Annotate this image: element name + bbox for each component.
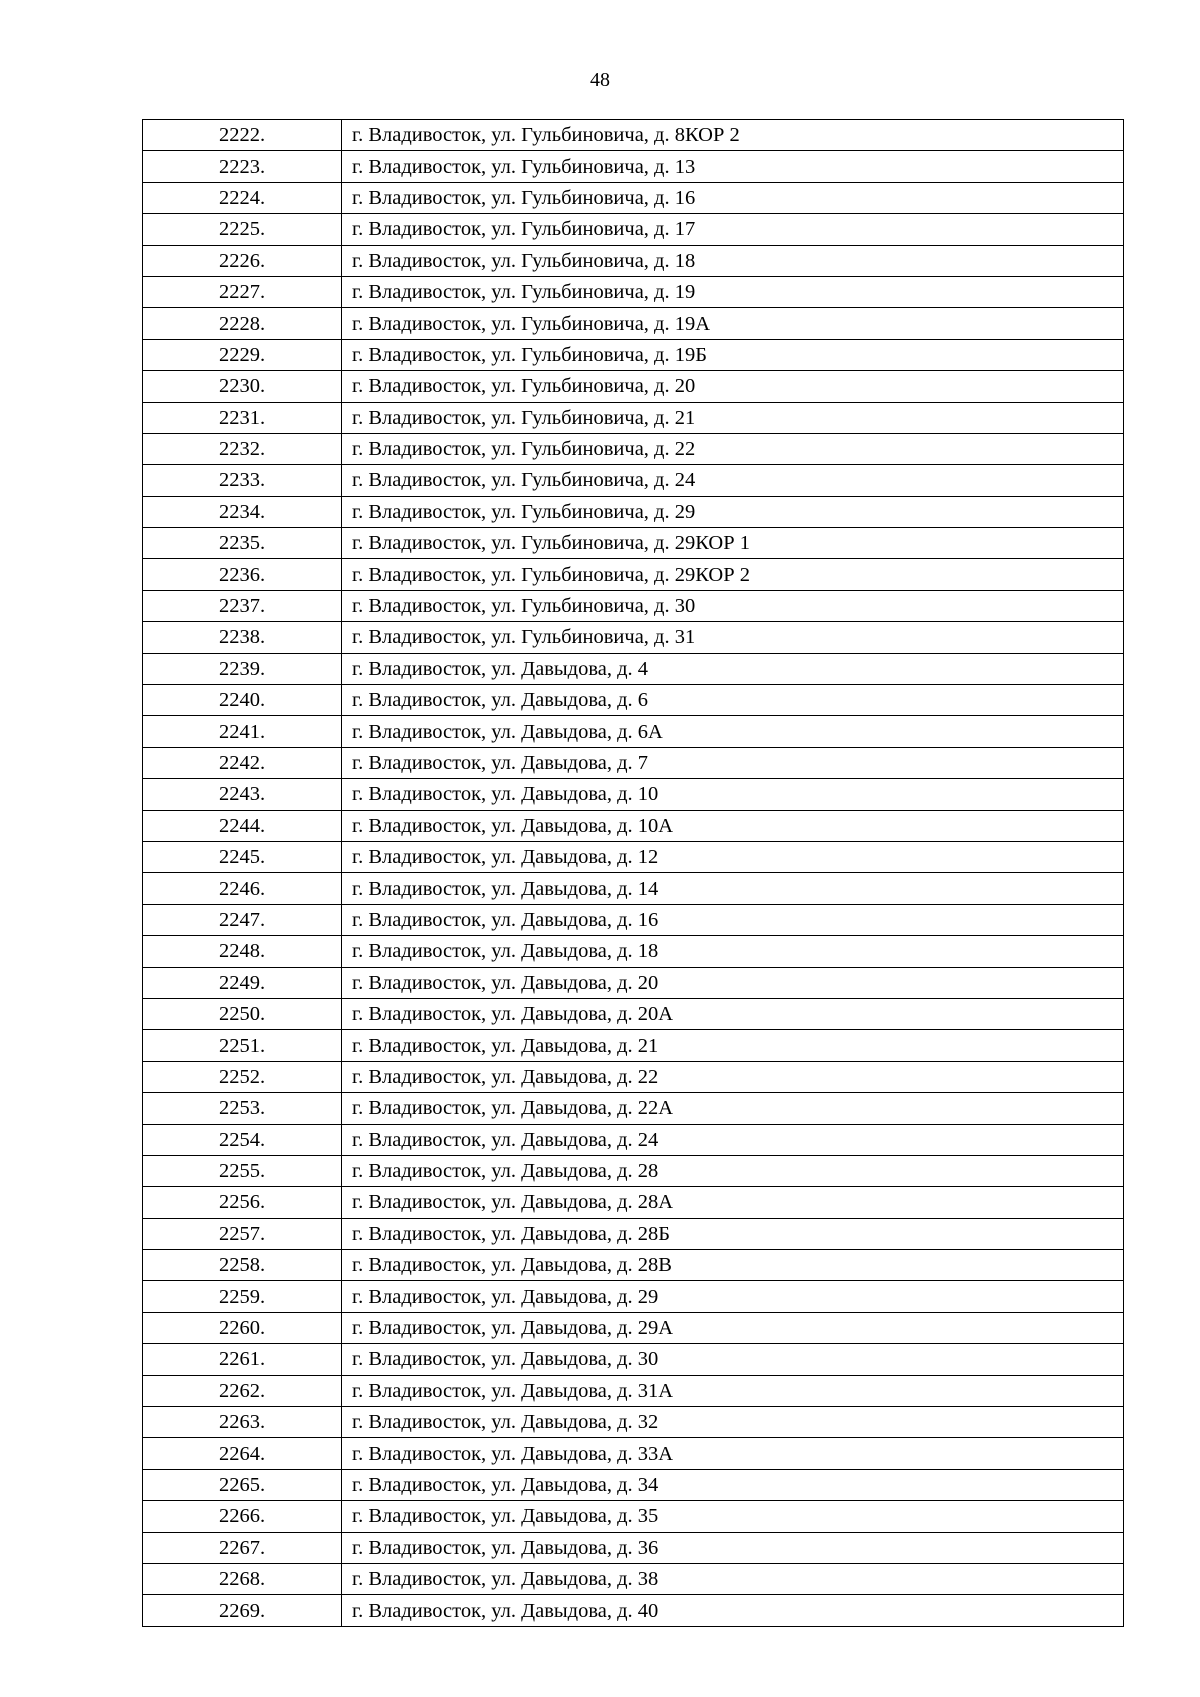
- row-number-cell: 2243.: [143, 779, 342, 810]
- address-cell: г. Владивосток, ул. Гульбиновича, д. 18: [342, 245, 1124, 276]
- row-number-cell: 2241.: [143, 716, 342, 747]
- address-cell: г. Владивосток, ул. Давыдова, д. 24: [342, 1124, 1124, 1155]
- table-row: [143, 371, 1124, 402]
- table-row: [143, 433, 1124, 464]
- table-row: [143, 904, 1124, 935]
- row-number-cell: 2223.: [143, 151, 342, 182]
- table-row: [143, 1124, 1124, 1155]
- address-cell: г. Владивосток, ул. Давыдова, д. 28: [342, 1155, 1124, 1186]
- address-cell: г. Владивосток, ул. Давыдова, д. 10А: [342, 810, 1124, 841]
- row-number-cell: 2261.: [143, 1344, 342, 1375]
- address-cell: г. Владивосток, ул. Давыдова, д. 32: [342, 1407, 1124, 1438]
- table-row: [143, 1532, 1124, 1563]
- address-cell: г. Владивосток, ул. Гульбиновича, д. 29: [342, 496, 1124, 527]
- table-row: [143, 1595, 1124, 1626]
- row-number-cell: 2235.: [143, 528, 342, 559]
- table-row: [143, 276, 1124, 307]
- row-number-cell: 2262.: [143, 1375, 342, 1406]
- address-cell: г. Владивосток, ул. Гульбиновича, д. 8КОР 2: [342, 120, 1124, 151]
- address-cell: г. Владивосток, ул. Гульбиновича, д. 22: [342, 433, 1124, 464]
- address-cell: г. Владивосток, ул. Давыдова, д. 21: [342, 1030, 1124, 1061]
- table-row: [143, 1187, 1124, 1218]
- row-number-cell: 2246.: [143, 873, 342, 904]
- address-cell: г. Владивосток, ул. Гульбиновича, д. 24: [342, 465, 1124, 496]
- table-row: [143, 998, 1124, 1029]
- table-row: [143, 1501, 1124, 1532]
- table-row: [143, 1155, 1124, 1186]
- table-row: [143, 716, 1124, 747]
- address-cell: г. Владивосток, ул. Гульбиновича, д. 19Б: [342, 339, 1124, 370]
- table-row: [143, 590, 1124, 621]
- address-cell: г. Владивосток, ул. Давыдова, д. 14: [342, 873, 1124, 904]
- address-cell: г. Владивосток, ул. Давыдова, д. 28А: [342, 1187, 1124, 1218]
- row-number-cell: 2225.: [143, 214, 342, 245]
- row-number-cell: 2222.: [143, 120, 342, 151]
- row-number-cell: 2240.: [143, 685, 342, 716]
- address-cell: г. Владивосток, ул. Давыдова, д. 22: [342, 1061, 1124, 1092]
- row-number-cell: 2260.: [143, 1312, 342, 1343]
- address-cell: г. Владивосток, ул. Давыдова, д. 28В: [342, 1250, 1124, 1281]
- table-row: [143, 1281, 1124, 1312]
- table-row: [143, 1344, 1124, 1375]
- row-number-cell: 2258.: [143, 1250, 342, 1281]
- table-row: [143, 1312, 1124, 1343]
- table-row: [143, 779, 1124, 810]
- row-number-cell: 2266.: [143, 1501, 342, 1532]
- address-cell: г. Владивосток, ул. Гульбиновича, д. 13: [342, 151, 1124, 182]
- row-number-cell: 2256.: [143, 1187, 342, 1218]
- table-row: [143, 402, 1124, 433]
- table-row: [143, 1250, 1124, 1281]
- address-cell: г. Владивосток, ул. Гульбиновича, д. 16: [342, 182, 1124, 213]
- address-table: [142, 119, 1124, 1627]
- address-cell: г. Владивосток, ул. Давыдова, д. 28Б: [342, 1218, 1124, 1249]
- address-cell: г. Владивосток, ул. Гульбиновича, д. 21: [342, 402, 1124, 433]
- table-row: [143, 465, 1124, 496]
- table-row: [143, 936, 1124, 967]
- address-cell: г. Владивосток, ул. Давыдова, д. 16: [342, 904, 1124, 935]
- address-cell: г. Владивосток, ул. Гульбиновича, д. 29КОР 2: [342, 559, 1124, 590]
- table-row: [143, 1061, 1124, 1092]
- address-cell: г. Владивосток, ул. Давыдова, д. 29: [342, 1281, 1124, 1312]
- address-cell: г. Владивосток, ул. Гульбиновича, д. 19А: [342, 308, 1124, 339]
- address-cell: г. Владивосток, ул. Давыдова, д. 4: [342, 653, 1124, 684]
- row-number-cell: 2229.: [143, 339, 342, 370]
- row-number-cell: 2238.: [143, 622, 342, 653]
- address-cell: г. Владивосток, ул. Давыдова, д. 29А: [342, 1312, 1124, 1343]
- row-number-cell: 2237.: [143, 590, 342, 621]
- row-number-cell: 2226.: [143, 245, 342, 276]
- row-number-cell: 2248.: [143, 936, 342, 967]
- table-row: [143, 1375, 1124, 1406]
- row-number-cell: 2230.: [143, 371, 342, 402]
- table-row: [143, 622, 1124, 653]
- address-cell: г. Владивосток, ул. Давыдова, д. 6: [342, 685, 1124, 716]
- table-row: [143, 151, 1124, 182]
- address-cell: г. Владивосток, ул. Давыдова, д. 20: [342, 967, 1124, 998]
- address-cell: г. Владивосток, ул. Давыдова, д. 6А: [342, 716, 1124, 747]
- row-number-cell: 2233.: [143, 465, 342, 496]
- table-row: [143, 1093, 1124, 1124]
- row-number-cell: 2263.: [143, 1407, 342, 1438]
- row-number-cell: 2249.: [143, 967, 342, 998]
- row-number-cell: 2254.: [143, 1124, 342, 1155]
- address-cell: г. Владивосток, ул. Гульбиновича, д. 29КОР 1: [342, 528, 1124, 559]
- table-row: [143, 559, 1124, 590]
- address-cell: г. Владивосток, ул. Гульбиновича, д. 20: [342, 371, 1124, 402]
- table-row: [143, 1218, 1124, 1249]
- table-row: [143, 1407, 1124, 1438]
- table-row: [143, 685, 1124, 716]
- row-number-cell: 2231.: [143, 402, 342, 433]
- row-number-cell: 2244.: [143, 810, 342, 841]
- address-cell: г. Владивосток, ул. Давыдова, д. 33А: [342, 1438, 1124, 1469]
- row-number-cell: 2247.: [143, 904, 342, 935]
- row-number-cell: 2268.: [143, 1563, 342, 1594]
- address-cell: г. Владивосток, ул. Давыдова, д. 35: [342, 1501, 1124, 1532]
- table-row: [143, 873, 1124, 904]
- table-row: [143, 528, 1124, 559]
- address-cell: г. Владивосток, ул. Давыдова, д. 40: [342, 1595, 1124, 1626]
- address-cell: г. Владивосток, ул. Гульбиновича, д. 31: [342, 622, 1124, 653]
- page-number: 48: [590, 69, 610, 91]
- address-cell: г. Владивосток, ул. Давыдова, д. 31А: [342, 1375, 1124, 1406]
- row-number-cell: 2255.: [143, 1155, 342, 1186]
- address-cell: г. Владивосток, ул. Давыдова, д. 38: [342, 1563, 1124, 1594]
- row-number-cell: 2253.: [143, 1093, 342, 1124]
- address-cell: г. Владивосток, ул. Давыдова, д. 34: [342, 1469, 1124, 1500]
- address-cell: г. Владивосток, ул. Гульбиновича, д. 17: [342, 214, 1124, 245]
- table-row: [143, 308, 1124, 339]
- address-cell: г. Владивосток, ул. Давыдова, д. 36: [342, 1532, 1124, 1563]
- table-row: [143, 120, 1124, 151]
- address-cell: г. Владивосток, ул. Давыдова, д. 10: [342, 779, 1124, 810]
- row-number-cell: 2236.: [143, 559, 342, 590]
- table-row: [143, 653, 1124, 684]
- table-row: [143, 1438, 1124, 1469]
- address-cell: г. Владивосток, ул. Давыдова, д. 18: [342, 936, 1124, 967]
- address-cell: г. Владивосток, ул. Гульбиновича, д. 19: [342, 276, 1124, 307]
- table-row: [143, 182, 1124, 213]
- address-cell: г. Владивосток, ул. Давыдова, д. 7: [342, 747, 1124, 778]
- table-row: [143, 967, 1124, 998]
- table-row: [143, 747, 1124, 778]
- address-cell: г. Владивосток, ул. Давыдова, д. 30: [342, 1344, 1124, 1375]
- table-row: [143, 1030, 1124, 1061]
- row-number-cell: 2234.: [143, 496, 342, 527]
- table-row: [143, 496, 1124, 527]
- address-cell: г. Владивосток, ул. Давыдова, д. 12: [342, 841, 1124, 872]
- row-number-cell: 2227.: [143, 276, 342, 307]
- row-number-cell: 2251.: [143, 1030, 342, 1061]
- address-table-body: [143, 120, 1124, 1627]
- row-number-cell: 2252.: [143, 1061, 342, 1092]
- table-row: [143, 245, 1124, 276]
- table-row: [143, 810, 1124, 841]
- row-number-cell: 2224.: [143, 182, 342, 213]
- row-number-cell: 2228.: [143, 308, 342, 339]
- table-row: [143, 339, 1124, 370]
- row-number-cell: 2245.: [143, 841, 342, 872]
- table-row: [143, 1563, 1124, 1594]
- row-number-cell: 2269.: [143, 1595, 342, 1626]
- address-cell: г. Владивосток, ул. Гульбиновича, д. 30: [342, 590, 1124, 621]
- row-number-cell: 2239.: [143, 653, 342, 684]
- table-row: [143, 214, 1124, 245]
- row-number-cell: 2242.: [143, 747, 342, 778]
- table-row: [143, 841, 1124, 872]
- row-number-cell: 2232.: [143, 433, 342, 464]
- row-number-cell: 2265.: [143, 1469, 342, 1500]
- row-number-cell: 2250.: [143, 998, 342, 1029]
- address-cell: г. Владивосток, ул. Давыдова, д. 22А: [342, 1093, 1124, 1124]
- table-row: [143, 1469, 1124, 1500]
- address-cell: г. Владивосток, ул. Давыдова, д. 20А: [342, 998, 1124, 1029]
- row-number-cell: 2267.: [143, 1532, 342, 1563]
- row-number-cell: 2257.: [143, 1218, 342, 1249]
- row-number-cell: 2264.: [143, 1438, 342, 1469]
- row-number-cell: 2259.: [143, 1281, 342, 1312]
